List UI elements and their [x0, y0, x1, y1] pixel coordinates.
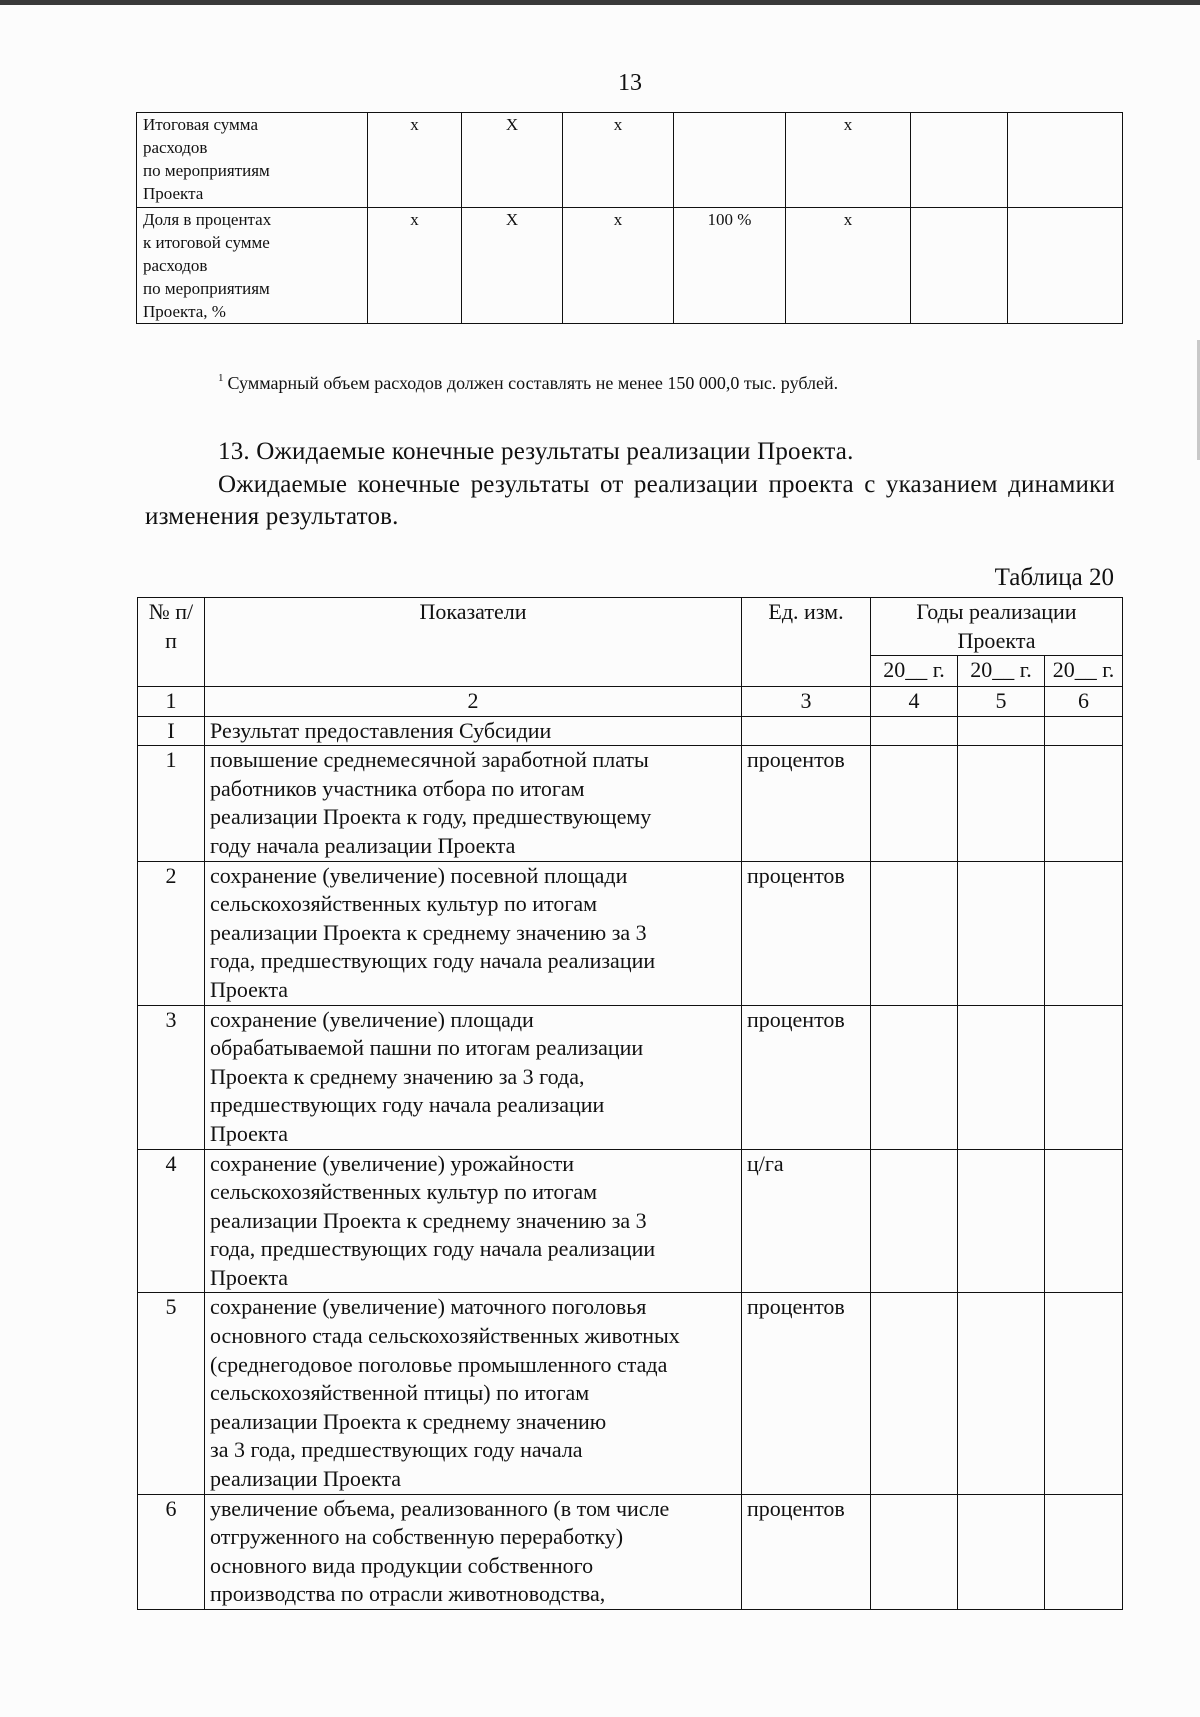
section-row	[138, 716, 1123, 746]
summary-cell	[911, 113, 1008, 208]
indicator-line: Проекта	[210, 1120, 288, 1146]
indicator-line: за 3 года, предшествующих году начала	[210, 1437, 583, 1463]
indicator-line: году начала реализации Проекта	[210, 832, 516, 858]
footnote	[218, 372, 838, 394]
header-years-group: Годы реализации Проекта	[871, 598, 1123, 656]
indicator-cell	[205, 1293, 742, 1494]
year-value-cell	[958, 861, 1045, 1005]
column-number: 5	[958, 687, 1045, 717]
indicator-line: Проекта	[210, 976, 288, 1002]
section-heading: 13. Ожидаемые конечные результаты реализации Проекта.	[218, 438, 854, 465]
empty-cell	[742, 716, 871, 746]
table-row	[138, 1494, 1123, 1609]
summary-table	[136, 112, 1123, 324]
unit-cell: процентов	[742, 1005, 871, 1149]
summary-cell: x	[368, 208, 462, 324]
scan-edge-top	[0, 0, 1200, 5]
year-value-cell	[1045, 861, 1123, 1005]
footnote-text: Суммарный объем расходов должен составлять не менее 150 000,0 тыс. рублей.	[227, 373, 839, 393]
header-num: № п/п	[138, 598, 205, 687]
summary-cell: X	[462, 113, 563, 208]
summary-label-line: по мероприятиям	[143, 279, 270, 298]
indicator-line: (среднегодовое поголовье промышленного стада	[210, 1351, 668, 1377]
table-caption: Таблица 20	[994, 564, 1114, 591]
indicator-cell	[205, 1494, 742, 1609]
column-number: 6	[1045, 687, 1123, 717]
unit-cell: процентов	[742, 746, 871, 861]
indicator-cell	[205, 1005, 742, 1149]
summary-cell: X	[462, 208, 563, 324]
empty-cell	[871, 716, 958, 746]
year-value-cell	[1045, 1005, 1123, 1149]
summary-row	[137, 208, 1123, 324]
summary-cell: x	[786, 113, 911, 208]
table-row	[138, 1005, 1123, 1149]
table-row	[138, 861, 1123, 1005]
summary-cell: x	[368, 113, 462, 208]
indicator-line: реализации Проекта к среднему значению за 3	[210, 1207, 647, 1233]
row-num: 6	[138, 1494, 205, 1609]
column-number: 1	[138, 687, 205, 717]
year-value-cell	[871, 1494, 958, 1609]
unit-cell: процентов	[742, 861, 871, 1005]
unit-cell: процентов	[742, 1293, 871, 1494]
year-value-cell	[871, 1293, 958, 1494]
table-row	[138, 1149, 1123, 1293]
indicator-line: сохранение (увеличение) маточного поголовья	[210, 1294, 647, 1320]
indicator-line: работников участника отбора по итогам	[210, 775, 585, 801]
summary-cell: x	[786, 208, 911, 324]
column-number: 4	[871, 687, 958, 717]
indicator-line: увеличение объема, реализованного (в том числе	[210, 1495, 670, 1521]
table-row	[138, 746, 1123, 861]
summary-label-cell	[137, 113, 368, 208]
indicator-line: Проекта к среднему значению за 3 года,	[210, 1063, 585, 1089]
results-table	[137, 597, 1123, 1610]
header-year-2: 20__ г.	[958, 656, 1045, 687]
indicator-line: обрабатываемой пашни по итогам реализации	[210, 1035, 644, 1061]
summary-label-line: расходов	[143, 138, 208, 157]
summary-cell: 100 %	[674, 208, 786, 324]
indicator-line: сохранение (увеличение) посевной площади	[210, 862, 628, 888]
row-num: 5	[138, 1293, 205, 1494]
indicator-line: основного стада сельскохозяйственных животных	[210, 1323, 680, 1349]
unit-cell: процентов	[742, 1494, 871, 1609]
summary-cell	[1008, 113, 1123, 208]
indicator-line: отгруженного на собственную переработку)	[210, 1524, 624, 1550]
indicator-line: производства по отрасли животноводства,	[210, 1581, 606, 1607]
summary-cell	[674, 113, 786, 208]
summary-cell: x	[563, 208, 674, 324]
footnote-marker: 1	[218, 372, 224, 384]
summary-label-line: Итоговая сумма	[143, 115, 258, 134]
indicator-line: реализации Проекта	[210, 1466, 401, 1492]
indicator-line: сельскохозяйственных культур по итогам	[210, 1179, 598, 1205]
summary-cell	[911, 208, 1008, 324]
summary-cell: x	[563, 113, 674, 208]
empty-cell	[958, 716, 1045, 746]
row-num: 1	[138, 746, 205, 861]
results-table-body	[138, 687, 1123, 1610]
header-indicators: Показатели	[205, 598, 742, 687]
header-year-3: 20__ г.	[1045, 656, 1123, 687]
empty-cell	[1045, 716, 1123, 746]
indicator-cell	[205, 746, 742, 861]
summary-label-cell	[137, 208, 368, 324]
summary-row	[137, 113, 1123, 208]
year-value-cell	[958, 1293, 1045, 1494]
year-value-cell	[958, 1494, 1045, 1609]
column-number: 3	[742, 687, 871, 717]
indicator-line: сельскохозяйственной птицы) по итогам	[210, 1380, 590, 1406]
indicator-line: сельскохозяйственных культур по итогам	[210, 891, 598, 917]
indicator-line: Проекта	[210, 1264, 288, 1290]
year-value-cell	[1045, 1149, 1123, 1293]
header-unit: Ед. изм.	[742, 598, 871, 687]
summary-label-line: Доля в процентах	[143, 210, 272, 229]
indicator-line: основного вида продукции собственного	[210, 1552, 594, 1578]
year-value-cell	[1045, 1494, 1123, 1609]
summary-label-line: расходов	[143, 256, 208, 275]
indicator-line: реализации Проекта к среднему значению за 3	[210, 919, 647, 945]
indicator-line: реализации Проекта к году, предшествующему	[210, 804, 652, 830]
year-value-cell	[1045, 746, 1123, 861]
section-row-num: I	[138, 716, 205, 746]
indicator-line: сохранение (увеличение) площади	[210, 1006, 534, 1032]
year-value-cell	[871, 861, 958, 1005]
summary-label-line: Проекта	[143, 184, 204, 203]
indicator-line: года, предшествующих году начала реализации	[210, 948, 656, 974]
table-row	[138, 1293, 1123, 1494]
year-value-cell	[958, 1005, 1045, 1149]
indicator-cell	[205, 1149, 742, 1293]
year-value-cell	[871, 1149, 958, 1293]
page-number: 13	[618, 70, 642, 96]
indicator-line: повышение среднемесячной заработной платы	[210, 747, 649, 773]
row-num: 2	[138, 861, 205, 1005]
indicator-cell	[205, 861, 742, 1005]
year-value-cell	[871, 746, 958, 861]
unit-cell: ц/га	[742, 1149, 871, 1293]
year-value-cell	[871, 1005, 958, 1149]
year-value-cell	[958, 746, 1045, 861]
summary-label-line: к итоговой сумме	[143, 233, 270, 252]
summary-label-line: Проекта, %	[143, 302, 226, 321]
row-num: 4	[138, 1149, 205, 1293]
indicator-line: года, предшествующих году начала реализации	[210, 1236, 656, 1262]
summary-table-body	[137, 113, 1123, 324]
column-number-row	[138, 687, 1123, 717]
indicator-line: реализации Проекта к среднему значению	[210, 1408, 607, 1434]
header-year-1: 20__ г.	[871, 656, 958, 687]
indicator-line: предшествующих году начала реализации	[210, 1092, 605, 1118]
section-paragraph: Ожидаемые конечные результаты от реализации проекта с указанием динамики изменения результатов.	[145, 471, 1115, 530]
section-row-text: Результат предоставления Субсидии	[205, 716, 742, 746]
summary-label-line: по мероприятиям	[143, 161, 270, 180]
row-num: 3	[138, 1005, 205, 1149]
year-value-cell	[1045, 1293, 1123, 1494]
year-value-cell	[958, 1149, 1045, 1293]
indicator-line: сохранение (увеличение) урожайности	[210, 1150, 575, 1176]
results-header-row	[138, 598, 1123, 656]
summary-cell	[1008, 208, 1123, 324]
column-number: 2	[205, 687, 742, 717]
